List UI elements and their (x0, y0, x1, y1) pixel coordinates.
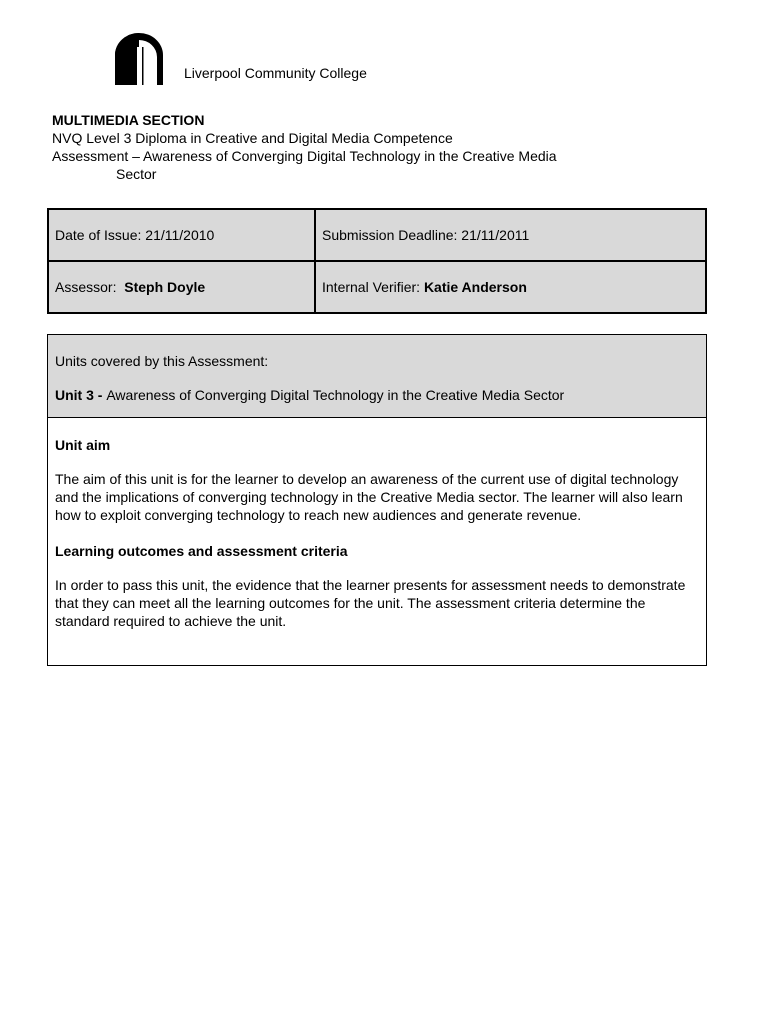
unit-aim-heading: Unit aim (55, 437, 111, 453)
unit-title: Awareness of Converging Digital Technology in the Creative Media Sector (106, 387, 565, 403)
section-title: MULTIMEDIA SECTION (52, 112, 205, 128)
units-box (47, 334, 707, 666)
college-name: Liverpool Community College (184, 65, 367, 81)
deadline-label: Submission Deadline: (322, 227, 462, 243)
unit-number: Unit 3 - (55, 387, 107, 403)
arch-door-icon (113, 33, 165, 85)
issue-date-label: Date of Issue: (55, 227, 146, 243)
unit-aim-text: The aim of this unit is for the learner to develop an awareness of the current use of digital technology and the implications of converging technology in the Creative Media sector. The learner will also learn how to exploit converging technology to reach new audiences and generate revenue. (55, 471, 683, 523)
table-row (48, 209, 706, 261)
learning-outcomes-text: In order to pass this unit, the evidence that the learner presents for assessment needs to demonstrate that they can meet all the learning outcomes for the unit. The assessment criteria determine the standard required to achieve the unit. (55, 577, 686, 629)
assessor-cell (48, 261, 315, 313)
assessment-title (52, 147, 692, 183)
issue-date-cell (48, 209, 315, 261)
assessor-label: Assessor: (55, 279, 117, 295)
deadline-cell (315, 209, 706, 261)
table-row (48, 261, 706, 313)
document-heading (52, 112, 692, 183)
issue-date-value: 21/11/2010 (145, 227, 215, 243)
verifier-label: Internal Verifier: (322, 279, 424, 295)
units-covered-label: Units covered by this Assessment: (55, 353, 269, 369)
assessment-title-line2: Sector (116, 166, 157, 182)
learning-outcomes-heading: Learning outcomes and assessment criteria (55, 543, 348, 559)
assessment-info-table (47, 208, 707, 314)
assessor-name: Steph Doyle (124, 279, 206, 295)
qualification-title: NVQ Level 3 Diploma in Creative and Digital Media Competence (52, 130, 453, 146)
deadline-value: 21/11/2011 (461, 227, 530, 243)
units-body (48, 436, 706, 630)
unit-line (55, 387, 699, 403)
verifier-name: Katie Anderson (423, 279, 527, 295)
assessment-title-line1: Assessment – Awareness of Converging Digital Technology in the Creative Media (52, 148, 557, 164)
verifier-cell (315, 261, 706, 313)
units-header (48, 335, 706, 418)
